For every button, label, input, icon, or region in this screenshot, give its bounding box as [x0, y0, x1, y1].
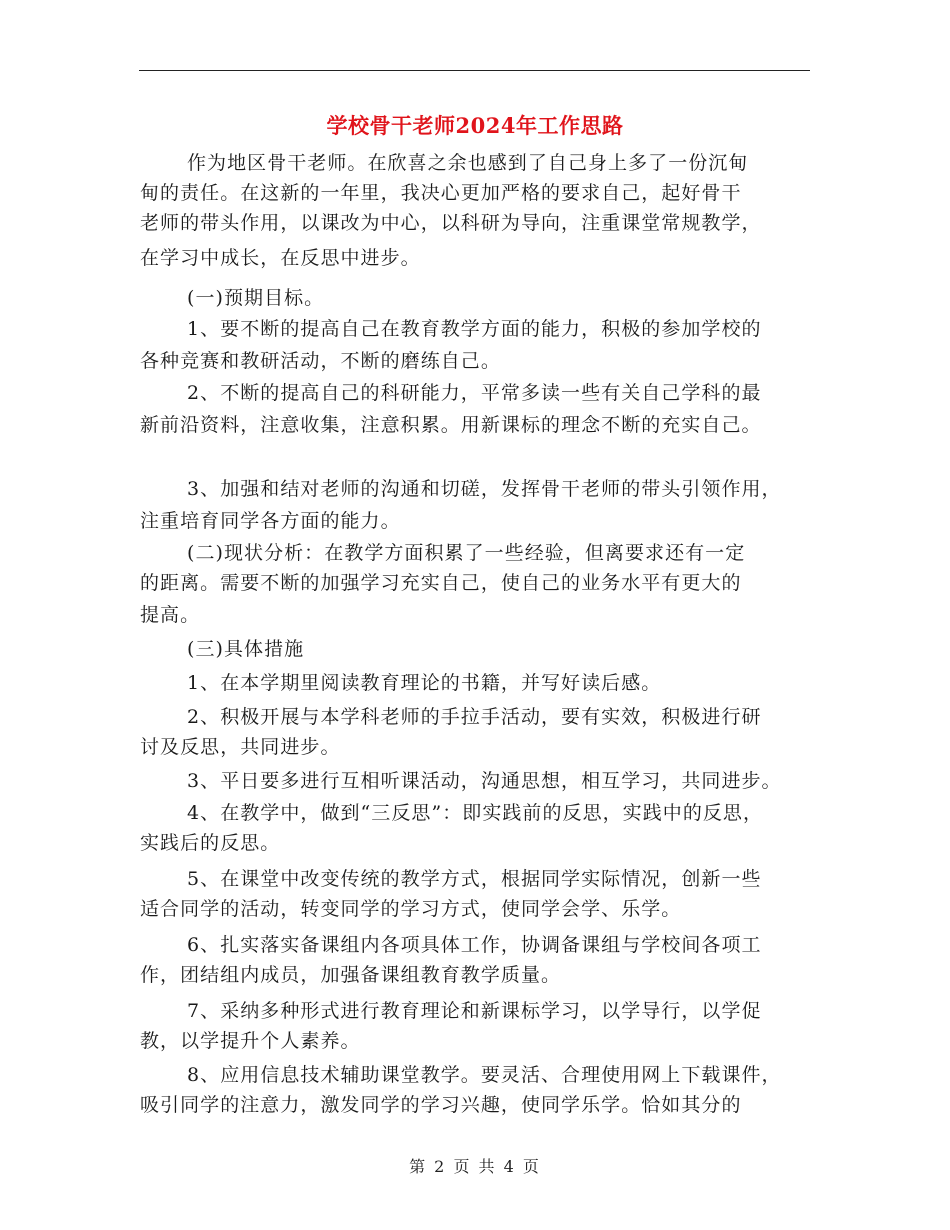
header-rule	[139, 70, 810, 71]
paragraph-line: 吸引同学的注意力，激发同学的学习兴趣，使同学乐学。恰如其分的	[140, 1094, 742, 1116]
paragraph-line: 的距离。需要不断的加强学习充实自己，使自己的业务水平有更大的	[140, 572, 742, 594]
paragraph-line: 新前沿资料，注意收集，注意积累。用新课标的理念不断的充实自己。	[140, 414, 762, 436]
paragraph-line: 2、不断的提高自己的科研能力，平常多读一些有关自己学科的最	[187, 382, 762, 404]
paragraph-line: 4、在教学中，做到“三反思”：即实践前的反思，实践中的反思，	[187, 802, 764, 824]
paragraph-line: 适合同学的活动，转变同学的学习方式，使同学会学、乐学。	[140, 898, 682, 920]
paragraph-line: 5、在课堂中改变传统的教学方式，根据同学实际情况，创新一些	[187, 868, 762, 890]
paragraph-line: 教，以学提升个人素养。	[140, 1030, 361, 1052]
paragraph-line: 提高。	[140, 604, 201, 626]
paragraph-line: 8、应用信息技术辅助课堂教学。要灵活、合理使用网上下载课件，	[187, 1064, 782, 1086]
paragraph-line: 6、扎实落实备课组内各项具体工作，协调备课组与学校间各项工	[187, 934, 762, 956]
paragraph-line: 各种竞赛和教研活动，不断的磨练自己。	[140, 350, 501, 372]
paragraph-line: 甸的责任。在这新的一年里，我决心更加严格的要求自己，起好骨干	[140, 182, 742, 204]
paragraph-line: 老师的带头作用，以课改为中心，以科研为导向，注重课堂常规教学，	[140, 212, 762, 234]
paragraph-line: 实践后的反思。	[140, 832, 281, 854]
paragraph-line: 1、要不断的提高自己在教育教学方面的能力，积极的参加学校的	[187, 318, 762, 340]
paragraph-line: 3、平日要多进行互相听课活动，沟通思想，相互学习，共同进步。	[187, 770, 782, 792]
document-title: 学校骨干老师2024年工作思路	[326, 113, 624, 138]
paragraph-line: 3、加强和结对老师的沟通和切磋，发挥骨干老师的带头引领作用，	[187, 478, 782, 500]
paragraph-line: 1、在本学期里阅读教育理论的书籍，并写好读后感。	[187, 672, 662, 694]
paragraph-line: 7、采纳多种形式进行教育理论和新课标学习，以学导行，以学促	[187, 1000, 762, 1022]
paragraph-line: 2、积极开展与本学科老师的手拉手活动，要有实效，积极进行研	[187, 706, 762, 728]
paragraph-line: 作，团结组内成员，加强备课组教育教学质量。	[140, 964, 562, 986]
paragraph-line: 讨及反思，共同进步。	[140, 736, 341, 758]
paragraph-line: 在学习中成长，在反思中进步。	[140, 247, 421, 269]
paragraph-line: 注重培育同学各方面的能力。	[140, 510, 401, 532]
paragraph-line: (二)现状分析：在教学方面积累了一些经验，但离要求还有一定	[187, 542, 746, 564]
section-heading: (一)预期目标。	[187, 287, 325, 309]
section-heading: (三)具体措施	[187, 638, 305, 660]
page-number: 第 2 页 共 4 页	[409, 1157, 541, 1176]
paragraph-line: 作为地区骨干老师。在欣喜之余也感到了自己身上多了一份沉甸	[187, 152, 749, 174]
